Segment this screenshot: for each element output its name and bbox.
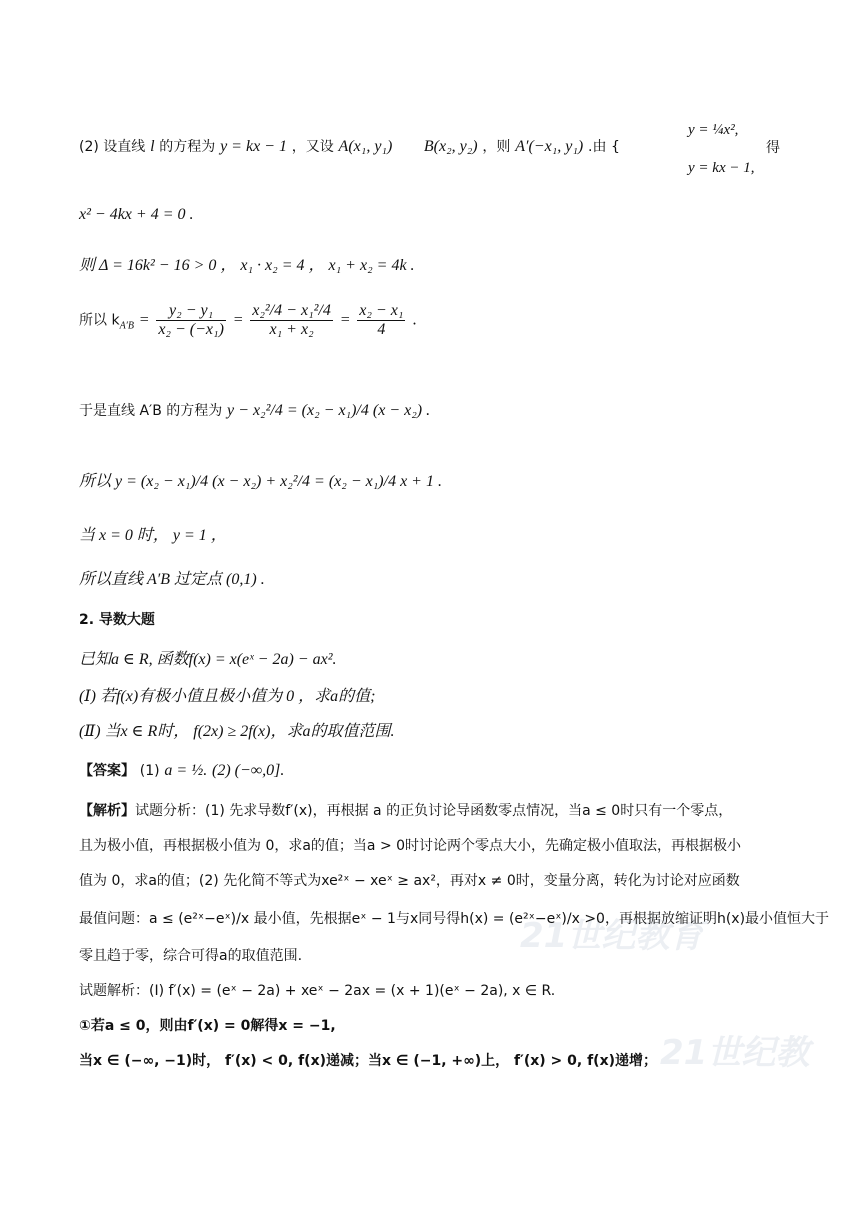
question-1: (Ⅰ) 若f(x)有极小值且极小值为 0 ，求a的值; [79,688,376,705]
analysis-line-5: 零且趋于零，综合可得a的取值范围. [79,948,303,964]
slope-subscript: A′B [119,320,134,332]
fixed-point: 所以直线 A′B 过定点 (0,1) . [79,571,265,588]
solution-line-1: 试题解析：(Ⅰ) f′(x) = (eˣ − 2a) + xeˣ − 2ax = (x + 1)(eˣ − 2a), x ∈ R. [79,983,556,999]
var-l: l [150,138,155,155]
fraction-2-num: x₂²/4 − x₁²/4 [252,302,331,319]
equals-3: = [339,311,351,329]
fraction-3-den: 4 [377,321,386,338]
slope-prefix: 所以 k [79,312,120,329]
analysis-line-4: 最值问题：a ≤ (e²ˣ−eˣ)/x 最小值，先根据eˣ − 1与x同号得h(x) = (e²ˣ−eˣ)/x >0，再根据放缩证明h(x)最小值恒大于 [79,911,830,927]
analysis-line-1 [79,800,732,820]
line-eq-prefix: 于是直线 A′B 的方程为 [79,403,223,419]
text-get: 得 [766,140,780,156]
slope-line: 所以 $k_{A'B}$ = $\frac{\text{y₂ − y₁}}{\text{x₂ − (−x₁)}}$ = $\frac{\text{x₂²/4 − x₁²/4}}{\text{x₁ + x₂}}$ = $\frac{\text{x₂ − x₁}}{4}$ . [79,302,417,338]
fraction-1 [156,302,226,339]
text-also: ，又设 [291,139,334,155]
point-a: A(x₁, y₁) [338,138,393,155]
analysis-text-1: 试题分析：(1) 先求导数f′(x)，再根据 a 的正负讨论导函数零点情况，当a ≤ 0时只有一个零点， [135,803,733,819]
delta-line: 则 Δ = 16k² − 16 > 0 ， x₁ · x₂ = 4 ， x₁ + x₂ = 4k . [79,257,415,274]
solution-line-2: ①若a ≤ 0，则由f′(x) = 0解得x = −1, [79,1018,336,1034]
given-function: 已知a ∈ R, 函数f(x) = x(eˣ − 2a) − ax². [79,651,337,668]
equals-2: = [232,311,244,329]
quadratic: x² − 4kx + 4 = 0 . [79,206,194,223]
answer-row [79,760,284,780]
fraction-3-num: x₂ − x₁ [359,302,404,319]
analysis-line-2: 且为极小值，再根据极小值为 0，求a的值；当a > 0时讨论两个零点大小，先确定极小值取法，再根据极小 [79,838,742,854]
analysis-label: 【解析】 [79,803,135,819]
equals-1: = [138,311,150,329]
line-eq-formula: y − x₂²/4 = (x₂ − x₁)/4 (x − x₂) . [227,402,431,419]
text-from: .由 { [588,139,620,155]
line-equation: y = kx − 1 [220,138,287,155]
answer-1-label: (1) [139,763,160,779]
solution-line-3: 当x ∈ (−∞, −1)时， f′(x) < 0, f(x)递减；当x ∈ (−1, +∞)上， f′(x) > 0, f(x)递增； [79,1053,657,1069]
watermark-2: 21世纪教 [660,1033,810,1073]
text-equation-of: 的方程为 [159,139,216,155]
line-equation-row [79,400,430,420]
system-bottom: y = kx − 1, [688,160,755,176]
section-title: 2. 导数大题 [79,612,155,628]
fraction-1-num: y₂ − y₁ [156,302,226,321]
question-2: (Ⅱ) 当x ∈ R时， f(2x) ≥ 2f(x)，求a的取值范围. [79,723,395,740]
answer-label: 【答案】 [79,763,135,779]
line-setup [79,136,620,156]
fraction-2-den: x₁ + x₂ [269,321,314,338]
point-a-prime: A′(−x₁, y₁) [515,138,584,155]
fraction-2 [250,302,333,339]
answer-2: (2) (−∞,0]. [211,762,285,779]
system-top: y = ¼x², [688,122,739,138]
text-setup: (2) 设直线 [79,139,146,155]
point-b: B(x₂, y₂) [423,138,478,155]
answer-1-value: a = ½. [164,762,208,779]
when-x-zero: 当 x = 0 时， y = 1 ， [79,527,227,544]
y-expression: 所以 y = (x₂ − x₁)/4 (x − x₂) + x₂²/4 = (x₂ − x₁)/4 x + 1 . [79,473,442,490]
text-then: ，则 [482,139,511,155]
watermark-1: 21世纪教育 [520,916,704,956]
fraction-3 [357,302,405,339]
fraction-1-den: x₂ − (−x₁) [158,321,224,338]
analysis-line-3: 值为 0，求a的值；(2) 先化简不等式为xe²ˣ − xeˣ ≥ ax²，再对x ≠ 0时，变量分离，转化为讨论对应函数 [79,873,740,889]
